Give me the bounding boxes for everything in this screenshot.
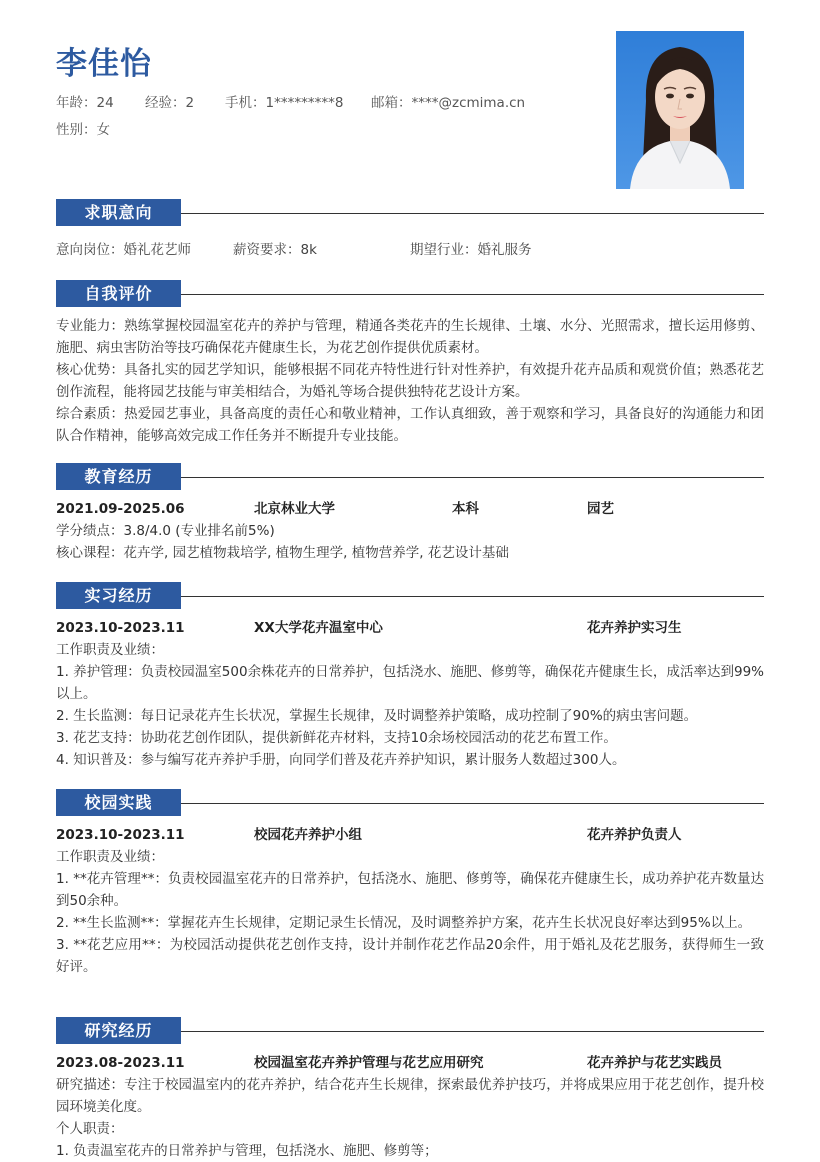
education-section (56, 463, 764, 564)
campus-practice-section (56, 789, 764, 978)
internship-period: 2023.10-2023.11 (56, 620, 185, 636)
section-divider (181, 477, 764, 478)
internship-line: 1. 养护管理：负责校园温室500余株花卉的日常养护，包括浇水、施肥、修剪等，确保花卉健康生长，成活率达到99%以上。 (56, 664, 764, 702)
section-divider (181, 596, 764, 597)
gender-field: 性别：女 (56, 122, 110, 138)
self-eval-quality: 综合素质：热爱园艺事业，具备高度的责任心和敬业精神，工作认真细致，善于观察和学习，具备良好的沟通能力和团队合作精神，能够高效完成工作任务并不断提升专业技能。 (56, 406, 764, 444)
self-eval-professional: 专业能力：熟练掌握校园温室花卉的养护与管理，精通各类花卉的生长规律、土壤、水分、光照需求，擅长运用修剪、施肥、病虫害防治等技巧确保花卉健康生长，为花艺创作提供优质素材。 (56, 318, 764, 356)
candidate-name: 李佳怡 (56, 46, 152, 82)
internship-section (56, 582, 764, 771)
education-period: 2021.09-2025.06 (56, 501, 185, 517)
section-title: 实习经历 (56, 582, 181, 609)
internship-line: 工作职责及业绩： (56, 642, 164, 658)
section-header (56, 199, 764, 226)
education-degree: 本科 (452, 501, 479, 517)
intent-position: 意向岗位：婚礼花艺师 (56, 242, 191, 258)
experience-field: 经验：2 (145, 95, 195, 111)
campus-period: 2023.10-2023.11 (56, 827, 185, 843)
section-header (56, 463, 764, 490)
section-header (56, 582, 764, 609)
section-title: 校园实践 (56, 789, 181, 816)
research-role: 花卉养护与花艺实践员 (587, 1055, 722, 1071)
research-line: 个人职责： (56, 1121, 124, 1137)
education-courses: 核心课程：花卉学, 园艺植物栽培学, 植物生理学, 植物营养学, 花艺设计基础 (56, 545, 509, 561)
intent-row (56, 239, 764, 261)
campus-org: 校园花卉养护小组 (254, 827, 362, 843)
internship-org: XX大学花卉温室中心 (254, 620, 383, 636)
research-project: 校园温室花卉养护管理与花艺应用研究 (254, 1055, 484, 1071)
job-intent-section (56, 199, 764, 261)
intent-industry: 期望行业：婚礼服务 (410, 242, 532, 258)
section-divider (181, 213, 764, 214)
campus-line: 2. **生长监测**：掌握花卉生长规律，定期记录生长情况，及时调整养护方案，花卉生长状况良好率达到95%以上。 (56, 915, 752, 931)
section-title: 自我评价 (56, 280, 181, 307)
education-major: 园艺 (587, 501, 614, 517)
campus-header-row (56, 824, 764, 846)
campus-line: 工作职责及业绩： (56, 849, 164, 865)
campus-line: 3. **花艺应用**：为校园活动提供花艺创作支持，设计并制作花艺作品20余件，用于婚礼及花艺服务，获得师生一致好评。 (56, 937, 764, 975)
research-section (56, 1017, 764, 1162)
profile-photo (616, 31, 744, 189)
research-line: 研究描述：专注于校园温室内的花卉养护，结合花卉生长规律，探索最优养护技巧，并将成果应用于花艺创作，提升校园环境美化度。 (56, 1077, 764, 1115)
internship-line: 2. 生长监测：每日记录花卉生长状况，掌握生长规律，及时调整养护策略，成功控制了90%的病虫害问题。 (56, 708, 698, 724)
section-title: 研究经历 (56, 1017, 181, 1044)
section-header (56, 789, 764, 816)
section-divider (181, 294, 764, 295)
education-gpa: 学分绩点：3.8/4.0 (专业排名前5%) (56, 523, 275, 539)
campus-role: 花卉养护负责人 (587, 827, 682, 843)
education-header-row (56, 498, 764, 520)
research-line: 1. 负责温室花卉的日常养护与管理，包括浇水、施肥、修剪等； (56, 1143, 438, 1159)
internship-role: 花卉养护实习生 (587, 620, 682, 636)
self-eval-strength: 核心优势：具备扎实的园艺学知识，能够根据不同花卉特性进行针对性养护，有效提升花卉品质和观赏价值；熟悉花艺创作流程，能将园艺技能与审美相结合，为婚礼等场合提供独特花艺设计方案。 (56, 362, 764, 400)
section-header (56, 280, 764, 307)
age-field: 年龄：24 (56, 95, 114, 111)
intent-salary: 薪资要求：8k (233, 242, 317, 258)
section-header (56, 1017, 764, 1044)
internship-line: 3. 花艺支持：协助花艺创作团队，提供新鲜花卉材料，支持10余场校园活动的花艺布置工作。 (56, 730, 617, 746)
email-field: 邮箱：****@zcmima.cn (371, 95, 526, 111)
research-header-row (56, 1052, 764, 1074)
education-school: 北京林业大学 (254, 501, 335, 517)
section-title: 求职意向 (56, 199, 181, 226)
section-title: 教育经历 (56, 463, 181, 490)
self-evaluation-section (56, 280, 764, 447)
campus-line: 1. **花卉管理**：负责校园温室花卉的日常养护，包括浇水、施肥、修剪等，确保花卉健康生长，成功养护花卉数量达到50余种。 (56, 871, 764, 909)
research-period: 2023.08-2023.11 (56, 1055, 185, 1071)
section-divider (181, 1031, 764, 1032)
section-divider (181, 803, 764, 804)
internship-line: 4. 知识普及：参与编写花卉养护手册，向同学们普及花卉养护知识，累计服务人数超过300人。 (56, 752, 626, 768)
internship-header-row (56, 617, 764, 639)
phone-field: 手机：1*********8 (225, 95, 344, 111)
